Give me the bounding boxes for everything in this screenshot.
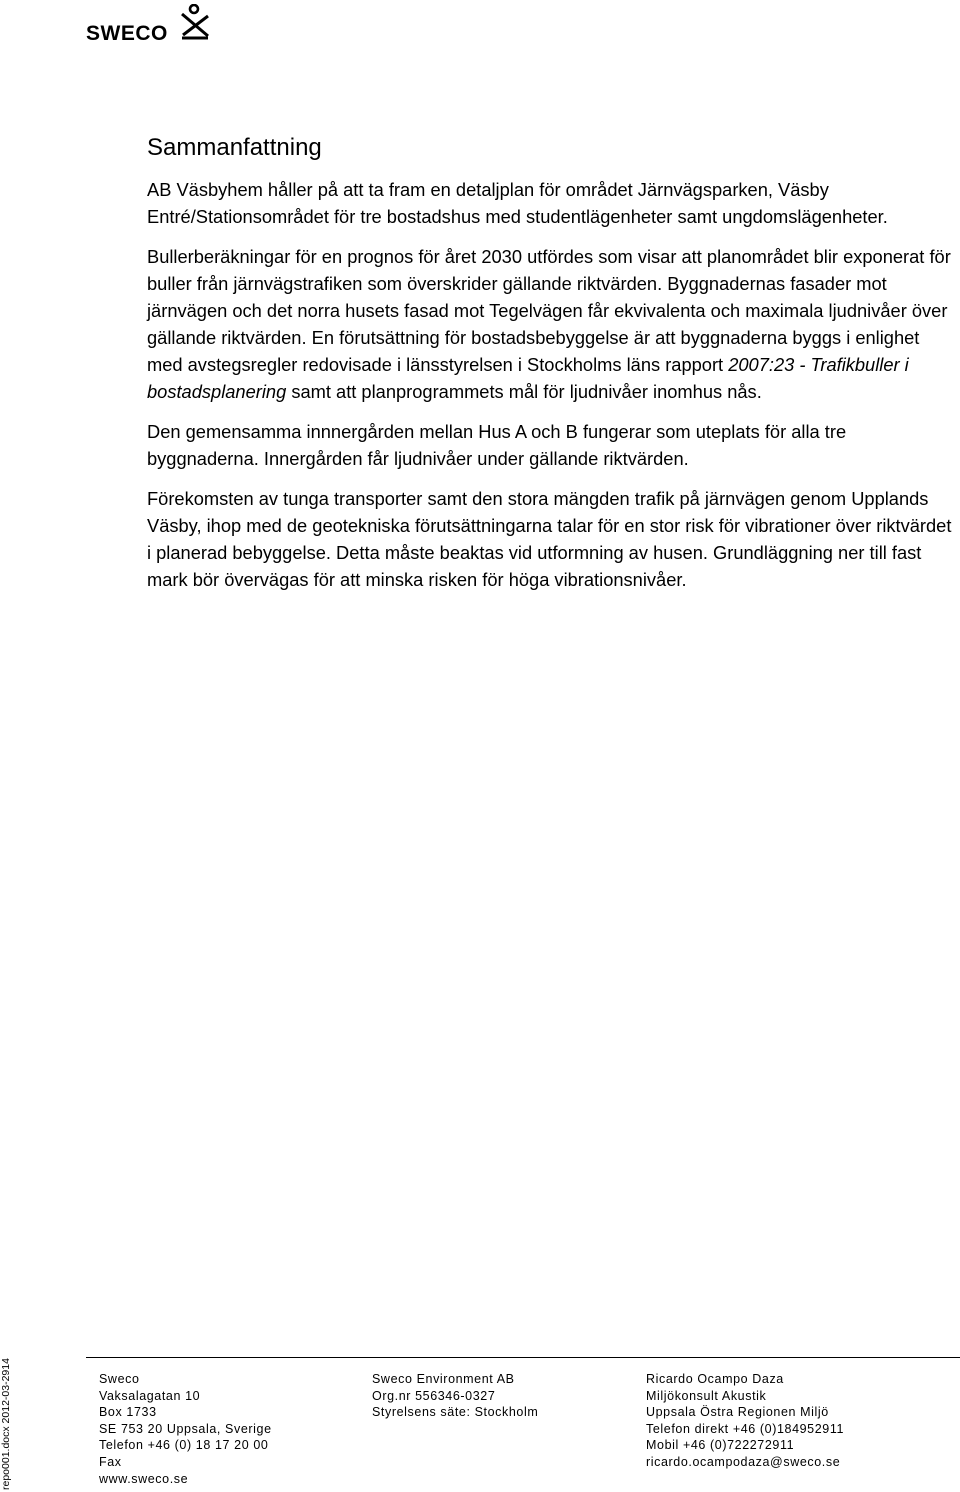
- document-body: [147, 176, 957, 593]
- footer-line: Box 1733: [99, 1405, 157, 1420]
- footer-line: Ricardo Ocampo Daza: [646, 1372, 784, 1386]
- paragraph-noise: [147, 243, 957, 405]
- footer-line: Styrelsens säte: Stockholm: [372, 1405, 539, 1420]
- footer-line: Vaksalagatan 10: [99, 1388, 201, 1403]
- footer-contact-person: [646, 1371, 844, 1471]
- sweco-logo: [86, 4, 216, 44]
- footer-line: Fax: [99, 1454, 122, 1469]
- footer-line: Uppsala Östra Regionen Miljö: [646, 1405, 829, 1420]
- footer-line: Telefon +46 (0) 18 17 20 00: [99, 1438, 269, 1453]
- footer-line: Sweco: [99, 1372, 140, 1386]
- footer-company-address: [99, 1371, 272, 1487]
- footer-line: Telefon direkt +46 (0)184952911: [646, 1421, 845, 1436]
- paragraph-vibrations: Förekomsten av tunga transporter samt den stora mängden trafik på järnvägen genom Upplands Väsby, ihop med de geotekniska förutsättningarna talar för en stor risk för vibrationer över riktvärdet i planerad bebyggelse. Detta måste beaktas vid utformning av husen. Grundläggning ner till fast mark bör övervägas för att minska risken för höga vibrationsnivåer.: [147, 488, 952, 590]
- sweco-figure-icon: [178, 4, 212, 42]
- footer-company-registration: [372, 1371, 538, 1421]
- paragraph-intro: AB Väsbyhem håller på att ta fram en detaljplan för området Järnvägsparken, Väsby Entré/Stationsområdet för tre bostadshus med studentlägenheter samt ungdomslägenheter.: [147, 179, 888, 227]
- footer-divider: [86, 1357, 960, 1358]
- document-id-label: repo001.docx 2012-03-2914: [0, 1358, 12, 1490]
- footer-line: SE 753 20 Uppsala, Sverige: [99, 1421, 272, 1436]
- page-title: Sammanfattning: [147, 134, 322, 161]
- report-title: 2007:23 - Trafikbuller i bostadsplanering: [147, 354, 909, 402]
- footer-line: Mobil +46 (0)722272911: [646, 1438, 795, 1453]
- paragraph-noise-text-b: samt att planprogrammets mål för ljudnivåer inomhus nås.: [286, 381, 762, 402]
- footer-line: Sweco Environment AB: [372, 1372, 515, 1386]
- paragraph-noise-text-a: Bullerberäkningar för en prognos för året 2030 utfördes som visar att planområdet blir exponerat för buller från järnvägstrafiken som överskrider gällande riktvärden. Byggnadernas fasader mot järnvägen och det norra husets fasad mot Tegelvägen får ekvivalenta och maximala ljudnivåer över gällande riktvärden. En förutsättning för bostadsbebyggelse är att byggnaderna byggs i enlighet med avstegsregler redovisade i länsstyrelsen i Stockholms läns rapport: [147, 246, 951, 375]
- footer-line: Miljökonsult Akustik: [646, 1388, 767, 1403]
- footer-email-link[interactable]: ricardo.ocampodaza@sweco.se: [646, 1454, 841, 1469]
- footer-website-link[interactable]: www.sweco.se: [99, 1471, 189, 1486]
- logo-text: SWECO: [86, 22, 168, 45]
- footer-line: Org.nr 556346-0327: [372, 1388, 496, 1403]
- paragraph-courtyard: Den gemensamma innnergården mellan Hus A och B fungerar som uteplats för alla tre byggnaderna. Innergården får ljudnivåer under gällande riktvärden.: [147, 421, 847, 469]
